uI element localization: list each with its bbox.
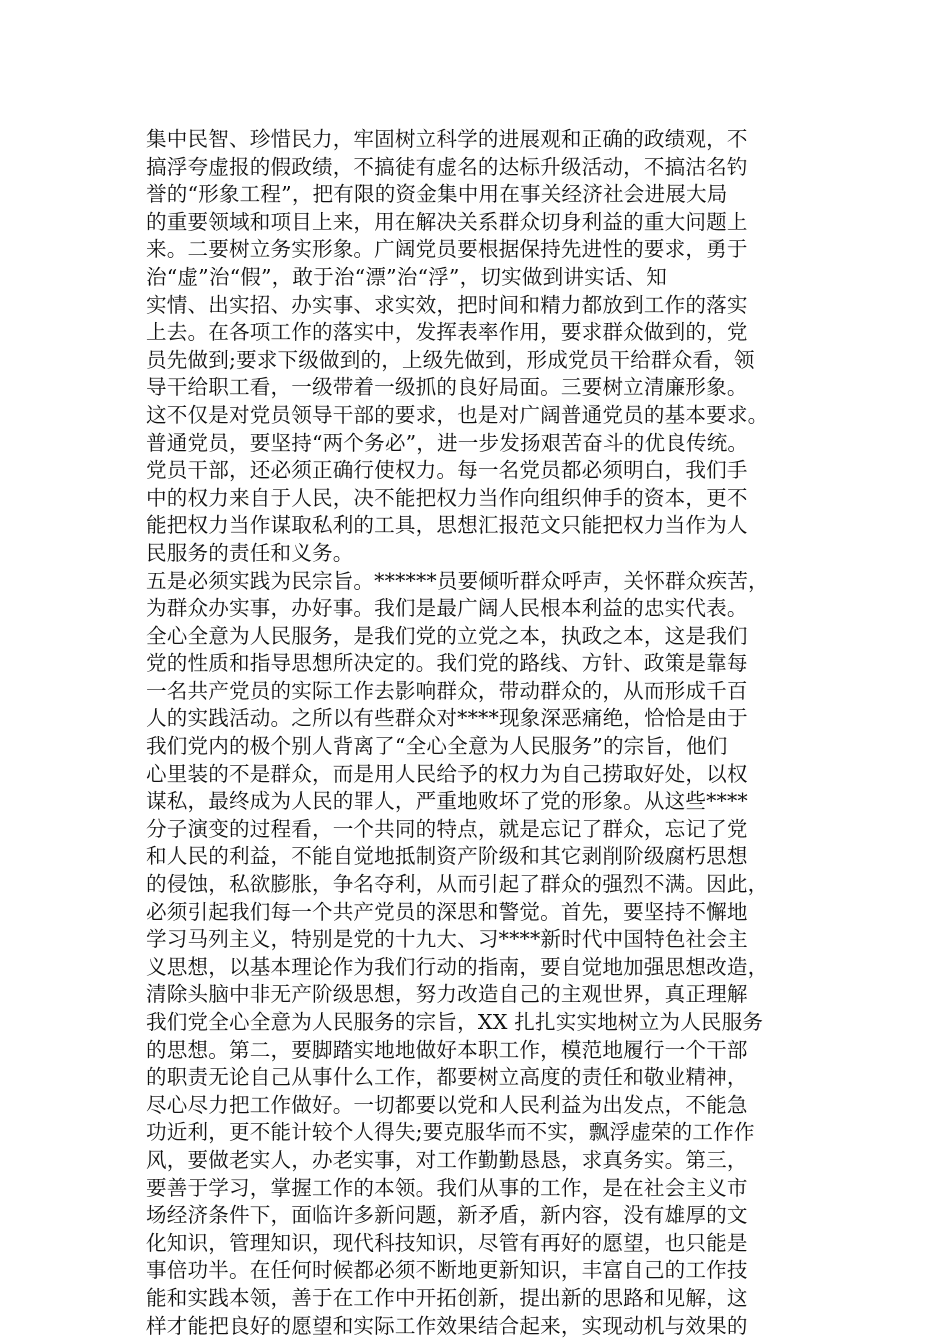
text-line: 党员干部，还必须正确行使权力。每一名党员都必须明白，我们手	[146, 458, 748, 483]
text-line: 搞浮夸虚报的假政绩，不搞徒有虚名的达标升级活动，不搞沽名钓	[146, 154, 748, 179]
text-line: 场经济条件下，面临许多新问题，新矛盾，新内容，没有雄厚的文	[146, 1203, 748, 1228]
text-line: 治“虚”治“假”，敢于治“漂”治“浮”，切实做到讲实话、知	[146, 264, 668, 289]
text-line: 全心全意为人民服务，是我们党的立党之本，执政之本，这是我们	[146, 623, 748, 648]
text-line: 学习马列主义，特别是党的十九大、习****新时代中国特色社会主	[146, 927, 748, 952]
text-line: 上去。在各项工作的落实中，发挥表率作用，要求群众做到的，党	[146, 320, 748, 345]
text-line: 人的实践活动。之所以有些群众对****现象深恶痛绝，恰恰是由于	[146, 706, 748, 731]
text-line: 五是必须实践为民宗旨。******员要倾听群众呼声，关怀群众疾苦，	[146, 568, 769, 593]
text-line: 一名共产党员的实际工作去影响群众，带动群众的，从而形成千百	[146, 678, 748, 703]
text-line: 样才能把良好的愿望和实际工作效果结合起来，实现动机与效果的	[146, 1313, 748, 1338]
text-line: 员先做到;要求下级做到的，上级先做到，形成党员干给群众看，领	[146, 347, 755, 372]
text-line: 风，要做老实人，办老实事，对工作勤勤恳恳，求真务实。第三，	[146, 1147, 748, 1172]
text-line: 义思想，以基本理论作为我们行动的指南，要自觉地加强思想改造，	[146, 954, 769, 979]
text-line: 这不仅是对党员领导干部的要求，也是对广阔普通党员的基本要求。	[146, 402, 769, 427]
text-line: 要善于学习，掌握工作的本领。我们从事的工作，是在社会主义市	[146, 1175, 748, 1200]
text-line: 功近利，更不能计较个人得失;要克服华而不实，飘浮虚荣的工作作	[146, 1120, 755, 1145]
text-line: 导干给职工看，一级带着一级抓的良好局面。三要树立清廉形象。	[146, 375, 748, 400]
text-line: 集中民智、珍惜民力，牢固树立科学的进展观和正确的政绩观，不	[146, 127, 748, 151]
text-line: 来。二要树立务实形象。广阔党员要根据保持先进性的要求，勇于	[146, 237, 748, 262]
text-line: 我们党全心全意为人民服务的宗旨，XX 扎扎实实地树立为人民服务	[146, 1010, 764, 1034]
text-line: 普通党员，要坚持“两个务必”，进一步发扬艰苦奋斗的优良传统。	[146, 430, 749, 455]
text-line: 的职责无论自己从事什么工作，都要树立高度的责任和敬业精神，	[146, 1065, 748, 1090]
text-line: 尽心尽力把工作做好。一切都要以党和人民利益为出发点，不能急	[146, 1092, 748, 1117]
text-line: 清除头脑中非无产阶级思想，努力改造自己的主观世界，真正理解	[146, 982, 748, 1007]
text-line: 誉的“形象工程”，把有限的资金集中用在事关经济社会进展大局	[146, 182, 728, 207]
text-line: 的重要领域和项目上来，用在解决关系群众切身利益的重大问题上	[146, 209, 748, 234]
text-line: 能把权力当作谋取私利的工具，思想汇报范文只能把权力当作为人	[146, 513, 748, 538]
text-line: 我们党内的极个别人背离了“全心全意为人民服务”的宗旨，他们	[146, 734, 728, 759]
text-line: 党的性质和指导思想所决定的。我们党的路线、方针、政策是靠每	[146, 651, 748, 676]
text-line: 民服务的责任和义务。	[146, 540, 354, 565]
text-line: 能和实践本领，善于在工作中开拓创新，提出新的思路和见解，这	[146, 1285, 748, 1310]
text-line: 分子演变的过程看，一个共同的特点，就是忘记了群众，忘记了党	[146, 816, 748, 841]
text-line: 实情、出实招、办实事、求实效，把时间和精力都放到工作的落实	[146, 292, 748, 317]
text-line: 化知识，管理知识，现代科技知识，尽管有再好的愿望，也只能是	[146, 1230, 748, 1255]
text-line: 事倍功半。在任何时候都必须不断地更新知识，丰富自己的工作技	[146, 1258, 748, 1283]
text-line: 和人民的利益，不能自觉地抵制资产阶级和其它剥削阶级腐朽思想	[146, 844, 748, 869]
text-line: 心里装的不是群众，而是用人民给予的权力为自己捞取好处，以权	[146, 761, 748, 786]
body-text	[146, 126, 826, 1340]
text-line: 必须引起我们每一个共产党员的深思和警觉。首先，要坚持不懈地	[146, 899, 748, 924]
text-line: 的思想。第二，要脚踏实地地做好本职工作，模范地履行一个干部	[146, 1037, 748, 1062]
text-line: 谋私，最终成为人民的罪人，严重地败坏了党的形象。从这些****	[146, 789, 748, 814]
text-line: 的侵蚀，私欲膨胀，争名夺利，从而引起了群众的强烈不满。因此，	[146, 872, 769, 897]
text-line: 中的权力来自于人民，决不能把权力当作向组织伸手的资本，更不	[146, 485, 748, 510]
text-line: 为群众办实事，办好事。我们是最广阔人民根本利益的忠实代表。	[146, 596, 748, 621]
